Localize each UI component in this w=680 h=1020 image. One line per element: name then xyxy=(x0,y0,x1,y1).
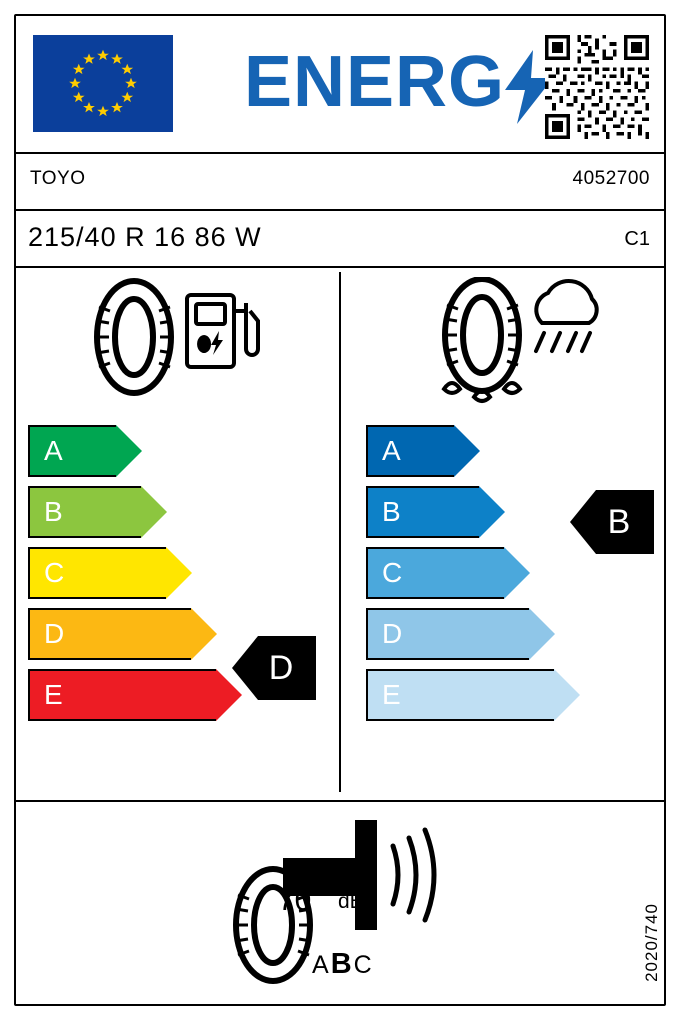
tyre-brand: TOYO xyxy=(30,168,86,189)
grade-letter: E xyxy=(382,679,401,710)
qr-code-icon xyxy=(545,35,649,139)
page-title: ENERG xyxy=(244,42,506,122)
grade-letter: A xyxy=(44,435,63,466)
wet-result-letter: B xyxy=(607,503,631,541)
noise-unit: dB xyxy=(338,890,364,913)
tyre-fuel-pump-icon xyxy=(86,277,266,397)
label-header xyxy=(16,16,664,146)
eu-flag-icon xyxy=(33,35,173,132)
divider-vertical xyxy=(339,272,341,792)
tyre-class: C1 xyxy=(624,228,650,250)
noise-value: 70 xyxy=(278,884,312,917)
divider-size xyxy=(16,266,664,268)
tyre-code: 4052700 xyxy=(572,168,650,189)
wet-result-marker xyxy=(570,490,654,554)
divider-noise xyxy=(16,800,664,802)
grade-letter: B xyxy=(382,496,401,527)
fuel-result-letter: D xyxy=(268,649,294,687)
grade-letter: E xyxy=(44,679,63,710)
grade-letter: D xyxy=(382,618,403,649)
noise-class-b: B xyxy=(330,948,354,980)
grade-letter: C xyxy=(382,557,403,588)
tyre-size: 215/40 R 16 86 W xyxy=(28,222,262,252)
grade-letter: B xyxy=(44,496,63,527)
tyre-rain-icon xyxy=(430,277,615,407)
noise-class-scale xyxy=(312,948,374,981)
noise-class-a: A xyxy=(312,951,331,979)
grade-letter: C xyxy=(44,557,65,588)
grade-letter: A xyxy=(382,435,401,466)
regulation-reference: 2020/740 xyxy=(642,903,661,982)
grade-letter: D xyxy=(44,618,65,649)
divider-header xyxy=(16,152,664,154)
noise-class-c: C xyxy=(353,951,374,979)
divider-brand xyxy=(16,209,664,211)
eu-stars xyxy=(33,35,173,132)
fuel-result-marker xyxy=(232,636,316,700)
